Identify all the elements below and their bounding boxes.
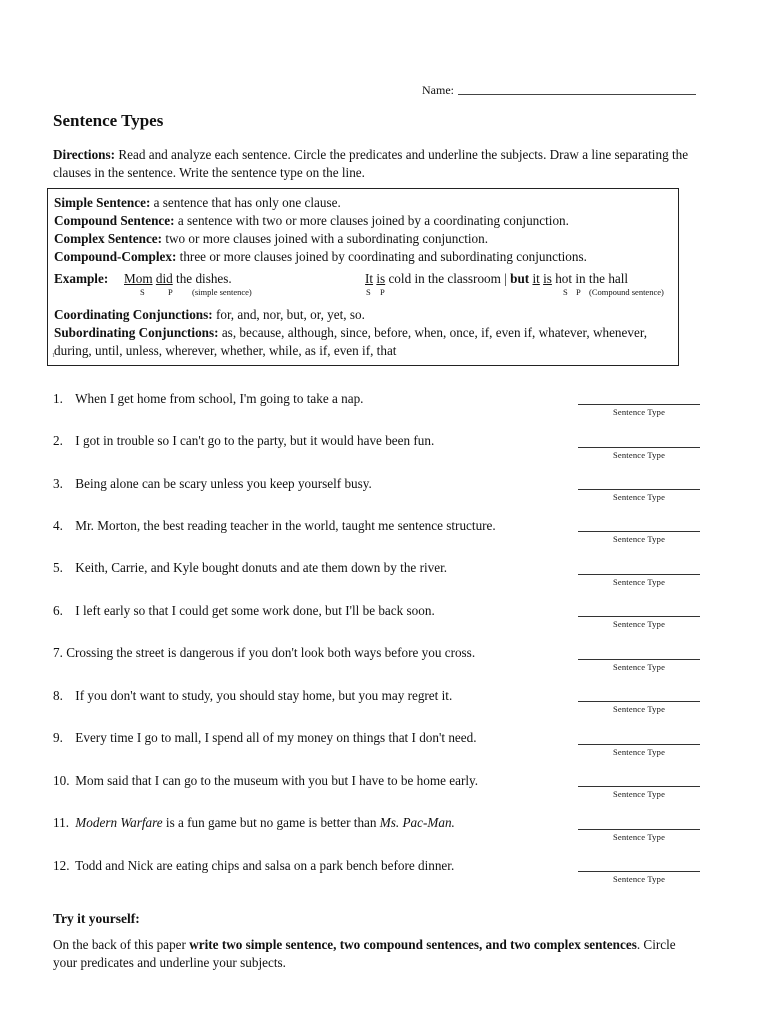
answer-line[interactable]	[578, 404, 700, 405]
answer-blank-10[interactable]	[578, 786, 700, 799]
question-text: Keith, Carrie, and Kyle bought donuts and ate them down by the river.	[75, 560, 448, 575]
question-6	[53, 603, 435, 619]
definition-text: a sentence that has only one clause.	[153, 195, 341, 210]
definitions-box	[47, 188, 679, 366]
subordinating-label: Subordinating Conjunctions:	[54, 325, 219, 340]
question-10	[53, 773, 478, 789]
answer-line[interactable]	[578, 574, 700, 575]
definition-term: Complex Sentence:	[54, 231, 163, 246]
example-label: Example:	[54, 271, 109, 286]
example-compound-sentence	[365, 270, 628, 288]
answer-blank-8[interactable]	[578, 701, 700, 714]
answer-blank-5[interactable]	[578, 574, 700, 587]
example-rest: cold in the classroom |	[388, 271, 507, 286]
example-rest: hot in the hall	[555, 271, 629, 286]
try-tail: . Circle your predicates and underline your subjects.	[53, 937, 676, 970]
question-number: 4.	[53, 518, 63, 533]
question-text: is a fun game but no game is better than	[162, 815, 380, 830]
answer-caption: Sentence Type	[612, 407, 666, 417]
label-p: P	[380, 287, 385, 297]
question-number: 5.	[53, 560, 63, 575]
question-number: 3.	[53, 476, 63, 491]
definition-text: a sentence with two or more clauses joined by a coordinating conjunction.	[177, 213, 569, 228]
name-line[interactable]	[458, 94, 696, 95]
question-9	[53, 730, 477, 746]
example-conjunction: but	[510, 271, 530, 286]
try-instructions	[53, 936, 693, 972]
answer-caption: Sentence Type	[612, 874, 666, 884]
answer-line[interactable]	[578, 871, 700, 872]
example-subject: it	[532, 271, 540, 286]
question-number: 8.	[53, 688, 63, 703]
question-number: 2.	[53, 433, 63, 448]
answer-line[interactable]	[578, 447, 700, 448]
answer-line[interactable]	[578, 489, 700, 490]
answer-blank-4[interactable]	[578, 531, 700, 544]
answer-blank-6[interactable]	[578, 616, 700, 629]
directions-text: Read and analyze each sentence. Circle the predicates and underline the subjects. Draw a line separating the clauses in the sentence. Write the sentence type on the line.	[53, 147, 689, 180]
answer-blank-2[interactable]	[578, 447, 700, 460]
answer-line[interactable]	[578, 744, 700, 745]
question-number: 7.	[53, 645, 63, 660]
definition-term: Simple Sentence:	[54, 195, 151, 210]
question-text: I got in trouble so I can't go to the party, but it would have been fun.	[75, 433, 435, 448]
try-bold: write two simple sentence, two compound sentences, and two complex sentences	[189, 937, 637, 952]
question-4	[53, 518, 496, 534]
question-7	[53, 645, 475, 661]
answer-blank-12[interactable]	[578, 871, 700, 884]
question-text: Todd and Nick are eating chips and salsa on a park bench before dinner.	[75, 858, 455, 873]
answer-line[interactable]	[578, 786, 700, 787]
try-heading: Try it yourself:	[53, 911, 140, 926]
coordinating-text: for, and, nor, but, or, yet, so.	[215, 307, 365, 322]
answer-line[interactable]	[578, 701, 700, 702]
definition-text: two or more clauses joined with a subordinating conjunction.	[165, 231, 489, 246]
question-text: When I get home from school, I'm going to take a nap.	[75, 391, 364, 406]
answer-blank-1[interactable]	[578, 404, 700, 417]
example-subject: It	[365, 271, 374, 286]
box-mark: 1	[52, 353, 55, 359]
answer-caption: Sentence Type	[612, 662, 666, 672]
question-text: Every time I go to mall, I spend all of my money on things that I don't need.	[75, 730, 477, 745]
directions-label: Directions:	[53, 147, 116, 162]
definition-term: Compound-Complex:	[54, 249, 177, 264]
answer-blank-3[interactable]	[578, 489, 700, 502]
question-3	[53, 476, 372, 492]
try-lead: On the back of this paper	[53, 937, 190, 952]
label-p: P	[168, 287, 173, 297]
label-p: P	[576, 287, 581, 297]
definition-compound-complex	[54, 248, 678, 266]
label-s: S	[563, 287, 568, 297]
question-text: Mom said that I can go to the museum with you but I have to be home early.	[75, 773, 479, 788]
definition-text: three or more clauses joined by coordinating and subordinating conjunctions.	[179, 249, 587, 264]
definition-term: Compound Sentence:	[54, 213, 175, 228]
question-text: Crossing the street is dangerous if you don't look both ways before you cross.	[66, 645, 476, 660]
question-text: Mr. Morton, the best reading teacher in the world, taught me sentence structure.	[75, 518, 496, 533]
name-label: Name:	[422, 83, 454, 97]
example-predicate: did	[155, 271, 173, 286]
name-field[interactable]	[422, 83, 696, 98]
question-8	[53, 688, 452, 704]
answer-blank-7[interactable]	[578, 659, 700, 672]
subordinating-conjunctions	[54, 324, 678, 360]
answer-caption: Sentence Type	[612, 704, 666, 714]
question-number: 9.	[53, 730, 63, 745]
coordinating-label: Coordinating Conjunctions:	[54, 307, 213, 322]
definition-simple	[54, 194, 678, 212]
example-rest: the dishes.	[176, 271, 232, 286]
question-number: 12.	[53, 858, 70, 873]
example-simple-type: (simple sentence)	[192, 287, 252, 297]
question-12	[53, 858, 454, 874]
question-text: If you don't want to study, you should stay home, but you may regret it.	[75, 688, 453, 703]
example-compound-type: (Compound sentence)	[589, 287, 664, 297]
game-title-2: Ms. Pac-Man.	[379, 815, 455, 830]
answer-line[interactable]	[578, 616, 700, 617]
example-simple-sentence	[124, 270, 232, 288]
example-predicate: is	[376, 271, 386, 286]
label-s: S	[366, 287, 371, 297]
question-number: 11.	[53, 815, 69, 830]
answer-line[interactable]	[578, 659, 700, 660]
answer-blank-9[interactable]	[578, 744, 700, 757]
question-2	[53, 433, 434, 449]
answer-line[interactable]	[578, 531, 700, 532]
answer-caption: Sentence Type	[612, 492, 666, 502]
answer-caption: Sentence Type	[612, 534, 666, 544]
question-number: 6.	[53, 603, 63, 618]
answer-caption: Sentence Type	[612, 450, 666, 460]
question-11	[53, 815, 455, 831]
question-text: Being alone can be scary unless you keep yourself busy.	[75, 476, 372, 491]
example-subject: Mom	[124, 271, 153, 286]
coordinating-conjunctions	[54, 306, 678, 324]
definition-complex	[54, 230, 678, 248]
answer-caption: Sentence Type	[612, 747, 666, 757]
answer-caption: Sentence Type	[612, 789, 666, 799]
game-title-1: Modern Warfare	[75, 815, 163, 830]
definition-compound	[54, 212, 678, 230]
answer-line[interactable]	[578, 829, 700, 830]
question-text: I left early so that I could get some work done, but I'll be back soon.	[75, 603, 435, 618]
subordinating-text: as, because, although, since, before, when, once, if, even if, whatever, whenever, during, until, unless, wherever, whether, while, as if, even if, that	[54, 325, 647, 358]
page-title: Sentence Types	[53, 111, 164, 130]
question-5	[53, 560, 447, 576]
answer-caption: Sentence Type	[612, 577, 666, 587]
directions	[53, 146, 693, 182]
label-s: S	[140, 287, 145, 297]
question-1	[53, 391, 363, 407]
answer-caption: Sentence Type	[612, 832, 666, 842]
answer-blank-11[interactable]	[578, 829, 700, 842]
question-number: 10.	[53, 773, 70, 788]
example-predicate: is	[543, 271, 552, 286]
example-row	[54, 270, 678, 304]
question-number: 1.	[53, 391, 63, 406]
answer-caption: Sentence Type	[612, 619, 666, 629]
